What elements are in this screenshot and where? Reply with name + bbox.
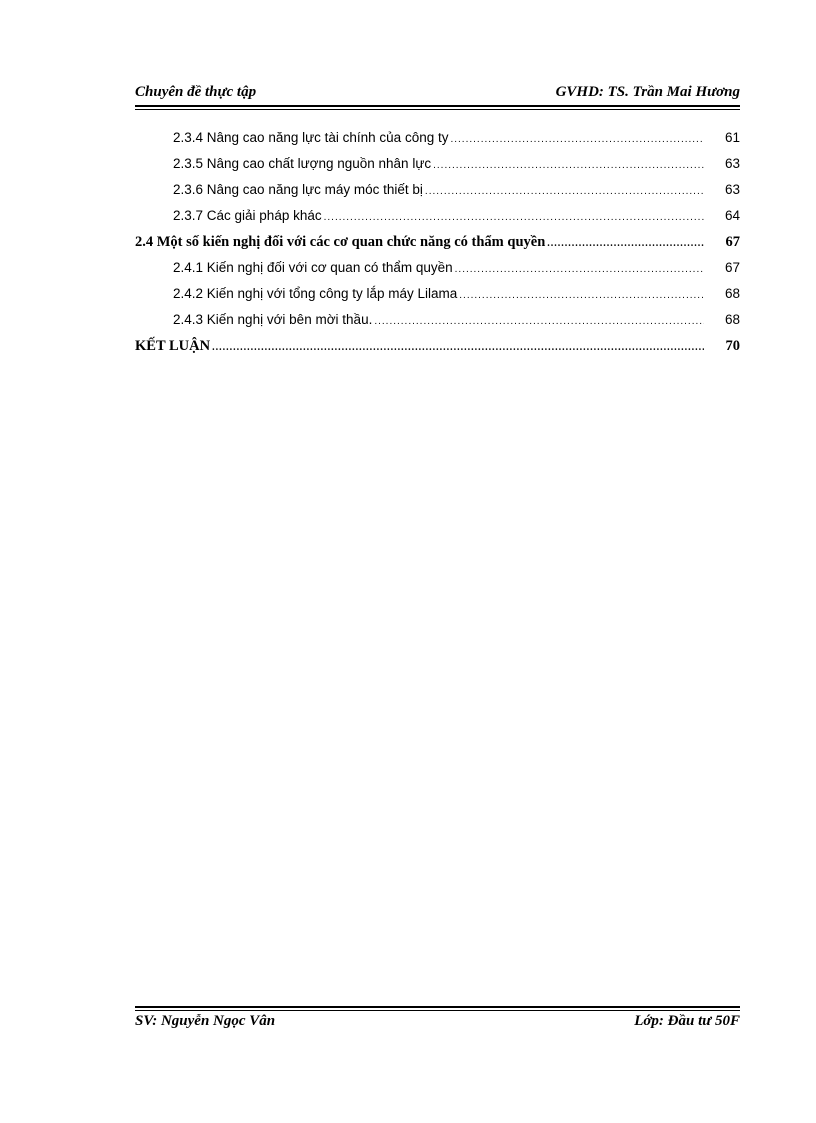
header-rule-thin xyxy=(135,109,740,110)
footer-class: Lớp: Đầu tư 50F xyxy=(634,1013,740,1029)
toc-leader xyxy=(324,212,704,223)
toc-entry-title: 2.3.5 Nâng cao chất lượng nguồn nhân lực xyxy=(173,156,432,171)
footer-student: SV: Nguyễn Ngọc Vân xyxy=(135,1013,276,1029)
toc-leader xyxy=(459,290,704,301)
toc-entry-page: 68 xyxy=(724,312,740,327)
toc-entry-title: 2.4.1 Kiến nghị đối với cơ quan có thẩm quyền xyxy=(173,260,453,275)
toc-entry xyxy=(135,182,740,208)
toc-section-page: 70 xyxy=(725,338,740,354)
table-of-contents xyxy=(135,130,740,364)
header-advisor: GVHD: TS. Trần Mai Hương xyxy=(555,84,740,100)
toc-section-title: KẾT LUẬN xyxy=(135,338,211,354)
toc-entry xyxy=(135,312,740,338)
toc-section xyxy=(135,338,740,364)
toc-entry xyxy=(135,208,740,234)
toc-entry xyxy=(135,130,740,156)
toc-section-page: 67 xyxy=(725,234,740,250)
toc-section-title: 2.4 Một số kiến nghị đối với các cơ quan chức năng có thẩm quyền xyxy=(135,234,546,250)
toc-section xyxy=(135,234,740,260)
toc-entry xyxy=(135,286,740,312)
toc-leader xyxy=(212,342,704,353)
toc-entry-page: 61 xyxy=(724,130,740,145)
toc-entry-page: 63 xyxy=(724,156,740,171)
page-header xyxy=(135,84,740,106)
toc-entry-page: 68 xyxy=(724,286,740,301)
toc-leader xyxy=(374,316,704,327)
toc-entry xyxy=(135,156,740,182)
toc-leader xyxy=(547,238,704,249)
toc-entry-title: 2.3.4 Nâng cao năng lực tài chính của công ty xyxy=(173,130,449,145)
toc-entry-page: 64 xyxy=(724,208,740,223)
toc-entry-title: 2.4.2 Kiến nghị với tổng công ty lắp máy Lilama xyxy=(173,286,458,301)
toc-entry-page: 63 xyxy=(724,182,740,197)
toc-entry-title: 2.4.3 Kiến nghị với bên mời thầu. xyxy=(173,312,373,327)
footer-rule-thin xyxy=(135,1010,740,1011)
footer-rule xyxy=(135,1006,740,1008)
toc-leader xyxy=(450,134,704,145)
toc-leader xyxy=(433,160,704,171)
header-rule xyxy=(135,105,740,107)
page-footer xyxy=(135,1013,740,1035)
toc-entry-title: 2.3.6 Nâng cao năng lực máy móc thiết bị xyxy=(173,182,423,197)
header-title: Chuyên đề thực tập xyxy=(135,84,257,100)
toc-leader xyxy=(455,264,704,275)
toc-entry-title: 2.3.7 Các giải pháp khác xyxy=(173,208,322,223)
toc-entry xyxy=(135,260,740,286)
toc-entry-page: 67 xyxy=(724,260,740,275)
toc-leader xyxy=(425,186,704,197)
